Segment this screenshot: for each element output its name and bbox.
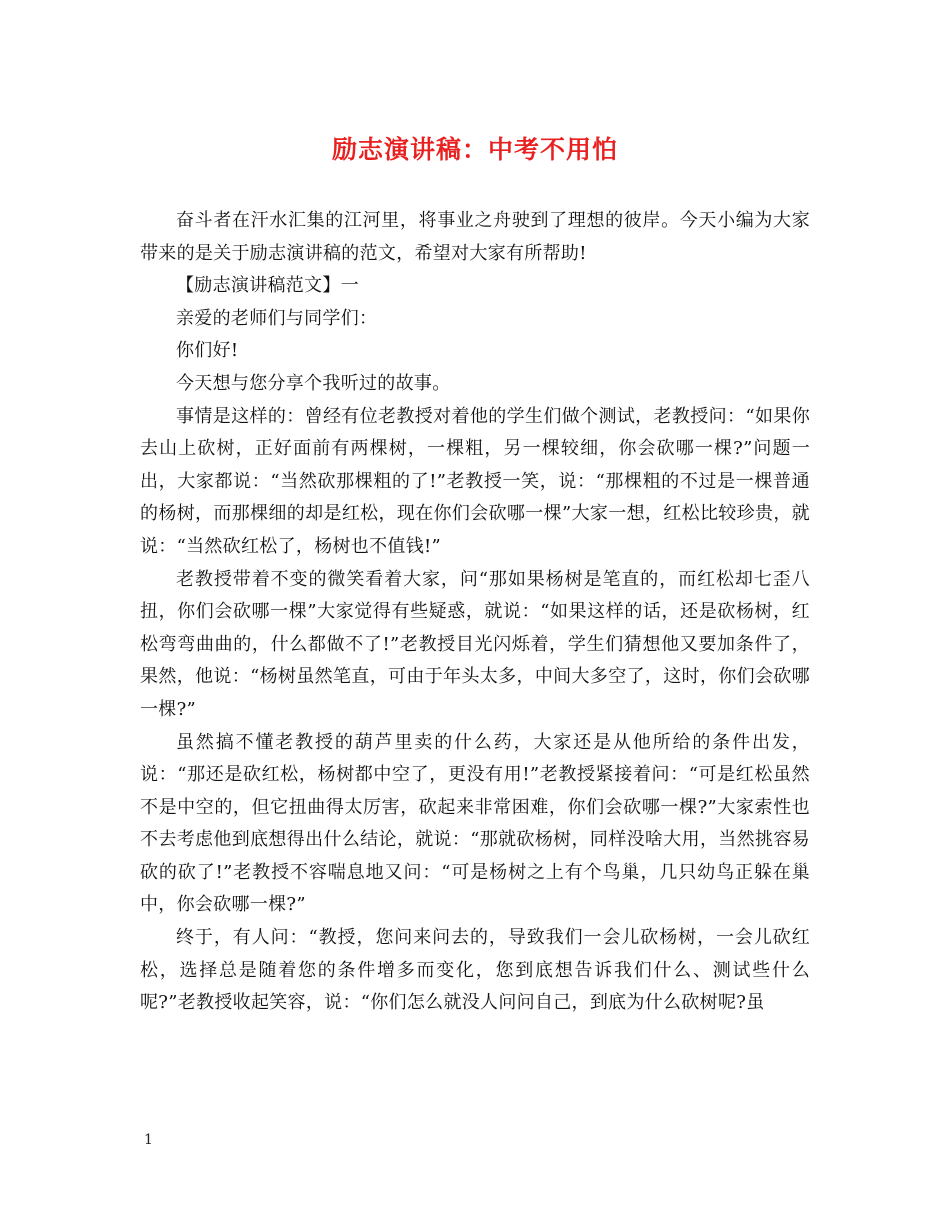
paragraph-story-1: 事情是这样的：曾经有位老教授对着他的学生们做个测试，老教授问：“如果你去山上砍树，正好面前有两棵树，一棵粗，另一棵较细，你会砍哪一棵?”问题一出，大家都说：“当然砍那棵粗的了!”老教授一笑，说：“那棵粗的不过是一棵普通的杨树，而那棵细的却是红松，现在你们会砍哪一棵”大家一想，红松比较珍贵，就说：“当然砍红松了，杨树也不值钱!” [140, 405, 810, 557]
paragraph-intro: 奋斗者在汗水汇集的江河里，将事业之舟驶到了理想的彼岸。今天小编为大家带来的是关于励志演讲稿的范文，希望对大家有所帮助! [140, 210, 810, 264]
paragraph-section-heading: 【励志演讲稿范文】一 [176, 275, 359, 297]
document-body [140, 205, 810, 1020]
paragraph-greeting: 你们好! [176, 340, 239, 362]
page-number: 1 [144, 1132, 153, 1148]
paragraph-story-intro: 今天想与您分享个我听过的故事。 [176, 372, 451, 394]
paragraph-story-2: 老教授带着不变的微笑看着大家，问“那如果杨树是笔直的，而红松却七歪八扭，你们会砍哪一棵”大家觉得有些疑惑，就说：“如果这样的话，还是砍杨树，红松弯弯曲曲的，什么都做不了!”老教授目光闪烁着，学生们猜想他又要加条件了，果然，他说：“杨树虽然笔直，可由于年头太多，中间大多空了，这时，你们会砍哪一棵?” [140, 568, 810, 720]
paragraph-story-4: 终于，有人问：“教授，您问来问去的，导致我们一会儿砍杨树，一会儿砍红松，选择总是随着您的条件增多而变化，您到底想告诉我们什么、测试些什么呢?”老教授收起笑容，说：“你们怎么就没人问问自己，到底为什么砍树呢?虽 [140, 927, 810, 1014]
paragraph-salutation: 亲爱的老师们与同学们： [176, 307, 378, 329]
document-title: 励志演讲稿：中考不用怕 [331, 135, 618, 164]
paragraph-story-3: 虽然搞不懂老教授的葫芦里卖的什么药，大家还是从他所给的条件出发，说：“那还是砍红松，杨树都中空了，更没有用!”老教授紧接着问：“可是红松虽然不是中空的，但它扭曲得太厉害，砍起来非常困难，你们会砍哪一棵?”大家索性也不去考虑他到底想得出什么结论，就说：“那就砍杨树，同样没啥大用，当然挑容易砍的砍了!”老教授不容喘息地又问：“可是杨树之上有个鸟巢，几只幼鸟正躲在巢中，你会砍哪一棵?” [140, 731, 810, 916]
